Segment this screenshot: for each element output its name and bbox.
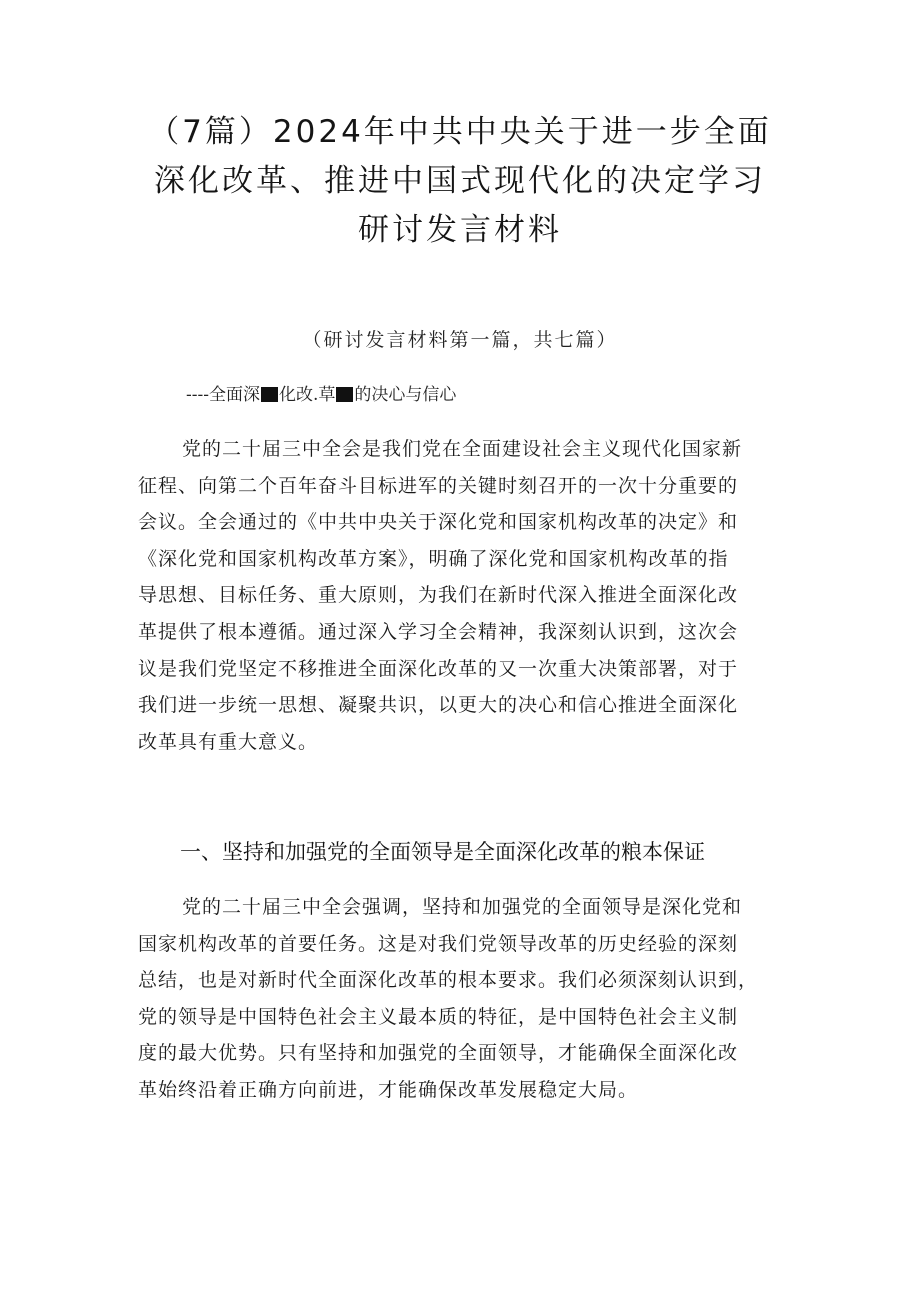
paragraph-line: 会议。全会通过的《中共中央关于深化党和国家机构改革的决定》和 <box>138 511 739 534</box>
paragraph-line: 党的领导是中国特色社会主义最本质的特征，是中国特色社会主义制 <box>138 1005 739 1028</box>
paragraph-line: 革始终沿着正确方向前进，才能确保改革发展稳定大局。 <box>138 1078 639 1101</box>
paragraph-line: 党的二十届三中全会强调，坚持和加强党的全面领导是深化党和 <box>182 896 743 918</box>
document-subtitle: （研讨发言材料第一篇，共七篇） <box>302 329 618 351</box>
paragraph-line: 党的二十届三中全会是我们党在全面建设社会主义现代化国家新 <box>182 438 743 460</box>
paragraph-line: 改革具有重大意义。 <box>138 730 319 753</box>
paragraph-line: 度的最大优势。只有坚持和加强党的全面领导，才能确保全面深化改 <box>138 1042 739 1065</box>
paragraph-line: 议是我们党坚定不移推进全面深化改革的又一次重大决策部署，对于 <box>138 657 739 680</box>
paragraph-line: 《深化党和国家机构改革方案》，明确了深化党和国家机构改革的指 <box>138 547 729 570</box>
paragraph-line: 国家机构改革的首要任务。这是对我们党领导改革的历史经验的深刻 <box>138 932 739 955</box>
title-line: （7篇）2024年中共中央关于进一步全面 <box>148 114 772 150</box>
paragraph-line: 导思想、目标任务、重大原则，为我们在新时代深入推进全面深化改 <box>138 584 739 607</box>
paragraph-line: 革提供了根本遵循。通过深入学习全会精神，我深刻认识到，这次会 <box>138 620 739 643</box>
document-title <box>120 108 800 255</box>
section-paragraph <box>138 889 788 1109</box>
title-line: 研讨发言材料 <box>358 212 562 248</box>
redaction-block <box>336 387 353 402</box>
redaction-block <box>261 387 278 402</box>
intro-paragraph <box>138 431 788 760</box>
section-heading: 一、坚持和加强党的全面领导是全面深化改革的粮本保证 <box>180 840 705 864</box>
paragraph-line: 总结，也是对新时代全面深化改革的根本要求。我们必须深刻认识到， <box>138 969 759 992</box>
paragraph-line: 我们进一步统一思想、凝聚共识，以更大的决心和信心推进全面深化 <box>138 694 739 717</box>
theme-suffix: 的决心与信心 <box>354 385 457 405</box>
theme-middle: 化改.草 <box>278 385 336 405</box>
title-line: 深化改革、推进中国式现代化的决定学习 <box>154 163 766 199</box>
theme-prefix: ----全面深 <box>186 385 260 405</box>
theme-line <box>186 382 456 408</box>
paragraph-line: 征程、向第二个百年奋斗目标进军的关键时刻召开的一次十分重要的 <box>138 474 739 497</box>
